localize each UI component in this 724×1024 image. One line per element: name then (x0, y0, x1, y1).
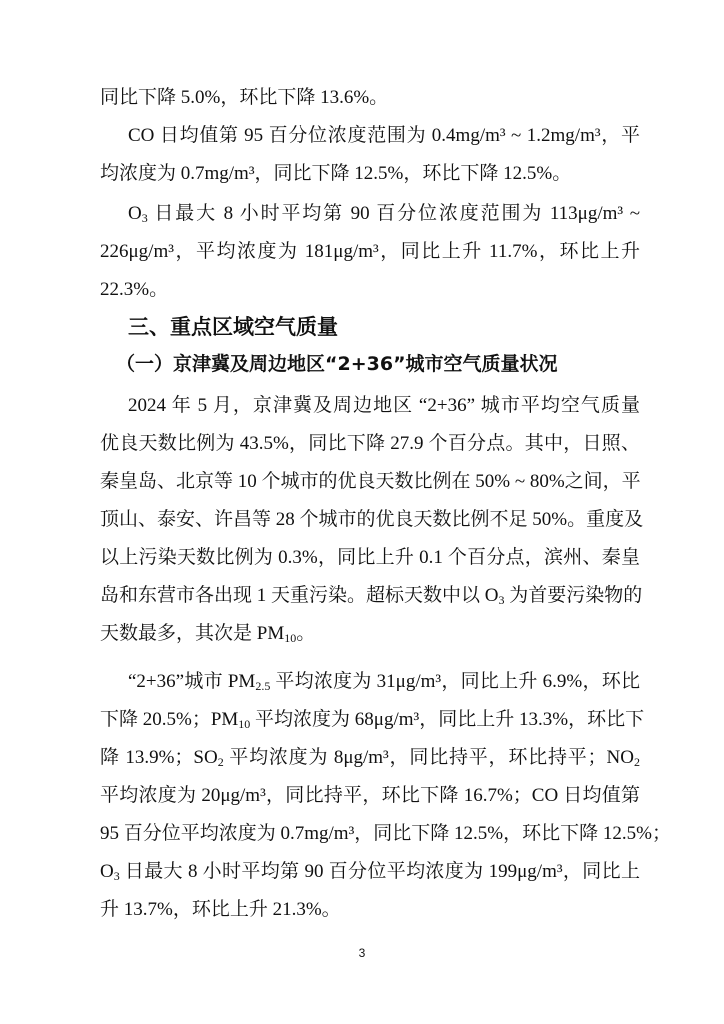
text: 升 13.7%，环比上升 21.3%。 (100, 899, 341, 920)
text: 以上污染天数比例为 0.3%，同比上升 0.1 个百分点，滨州、秦皇 (100, 547, 640, 568)
subscript: 3 (113, 869, 120, 883)
section-heading: 三、重点区域空气质量 (128, 315, 338, 339)
text: 平均浓度为 20μg/m³，同比持平，环比下降 16.7%；CO 日均值第 (100, 785, 640, 806)
subscript: 3 (141, 211, 148, 225)
subsection-heading: （一）京津冀及周边地区“2+36”城市空气质量状况 (116, 353, 558, 375)
text: 平均浓度为 68μg/m³，同比上升 13.3%，环比下 (250, 709, 645, 730)
text: 22.3%。 (100, 279, 169, 300)
text: 日最大 8 小时平均第 90 百分位浓度范围为 113μg/m³ ~ (147, 203, 641, 224)
paragraph-line (100, 896, 640, 924)
paragraph-line (128, 200, 640, 228)
text: 同比下降 5.0%，环比下降 13.6%。 (100, 87, 389, 108)
subscript: 2 (634, 755, 640, 769)
text: 日最大 8 小时平均第 90 百分位平均浓度为 199μg/m³，同比上 (119, 861, 640, 882)
paragraph-line (100, 858, 640, 886)
paragraph-line (100, 620, 640, 648)
text: 优良天数比例为 43.5%，同比下降 27.9 个百分点。其中，日照、 (100, 433, 640, 454)
paragraph-line (100, 238, 640, 266)
text: 平均浓度为 8μg/m³，同比持平，环比持平；NO (223, 747, 634, 768)
text: CO 日均值第 95 百分位浓度范围为 0.4mg/m³ ~ 1.2mg/m³，平 (128, 125, 640, 146)
paragraph-line (100, 506, 644, 534)
text: 降 13.9%；SO (100, 747, 218, 768)
paragraph-line (100, 706, 645, 734)
text: 秦皇岛、北京等 10 个城市的优良天数比例在 50% ~ 80%之间，平 (100, 471, 641, 492)
text: 为首要污染物的 (504, 585, 643, 606)
subscript: 10 (284, 631, 297, 645)
text: 95 百分位平均浓度为 0.7mg/m³，同比下降 12.5%，环比下降 12.5%； (100, 823, 671, 844)
subscript: 3 (498, 593, 505, 607)
text: 顶山、泰安、许昌等 28 个城市的优良天数比例不足 50%。重度及 (100, 509, 644, 530)
text: 下降 20.5%；PM (100, 709, 239, 730)
paragraph-line (128, 668, 640, 696)
subscript: 2 (217, 755, 224, 769)
paragraph-line (100, 744, 640, 772)
paragraph-line (100, 782, 640, 810)
paragraph-line (100, 276, 640, 304)
text: 平均浓度为 31μg/m³，同比上升 6.9%，环比 (270, 671, 640, 692)
paragraph-line (100, 820, 671, 848)
text: 2024 年 5 月，京津冀及周边地区 “2+36” 城市平均空气质量 (128, 395, 640, 416)
paragraph-line (100, 430, 640, 458)
text: 226μg/m³，平均浓度为 181μg/m³，同比上升 11.7%，环比上升 (100, 241, 640, 262)
paragraph-line (100, 84, 640, 112)
text: O (128, 203, 142, 224)
paragraph-line (100, 582, 643, 610)
text: O (100, 861, 114, 882)
text: 均浓度为 0.7mg/m³，同比下降 12.5%，环比下降 12.5%。 (100, 163, 572, 184)
paragraph-line (100, 468, 640, 496)
text: 。 (296, 623, 316, 644)
text: 岛和东营市各出现 1 天重污染。超标天数中以 O (100, 585, 499, 606)
paragraph-line (100, 544, 640, 572)
paragraph-line (100, 160, 640, 188)
subscript: 2.5 (255, 679, 271, 693)
page-number: 3 (358, 946, 366, 960)
text: “2+36”城市 PM (128, 671, 256, 692)
subscript: 10 (238, 717, 251, 731)
text: 天数最多，其次是 PM (100, 623, 285, 644)
paragraph-line (128, 122, 640, 150)
paragraph-line (128, 392, 640, 420)
